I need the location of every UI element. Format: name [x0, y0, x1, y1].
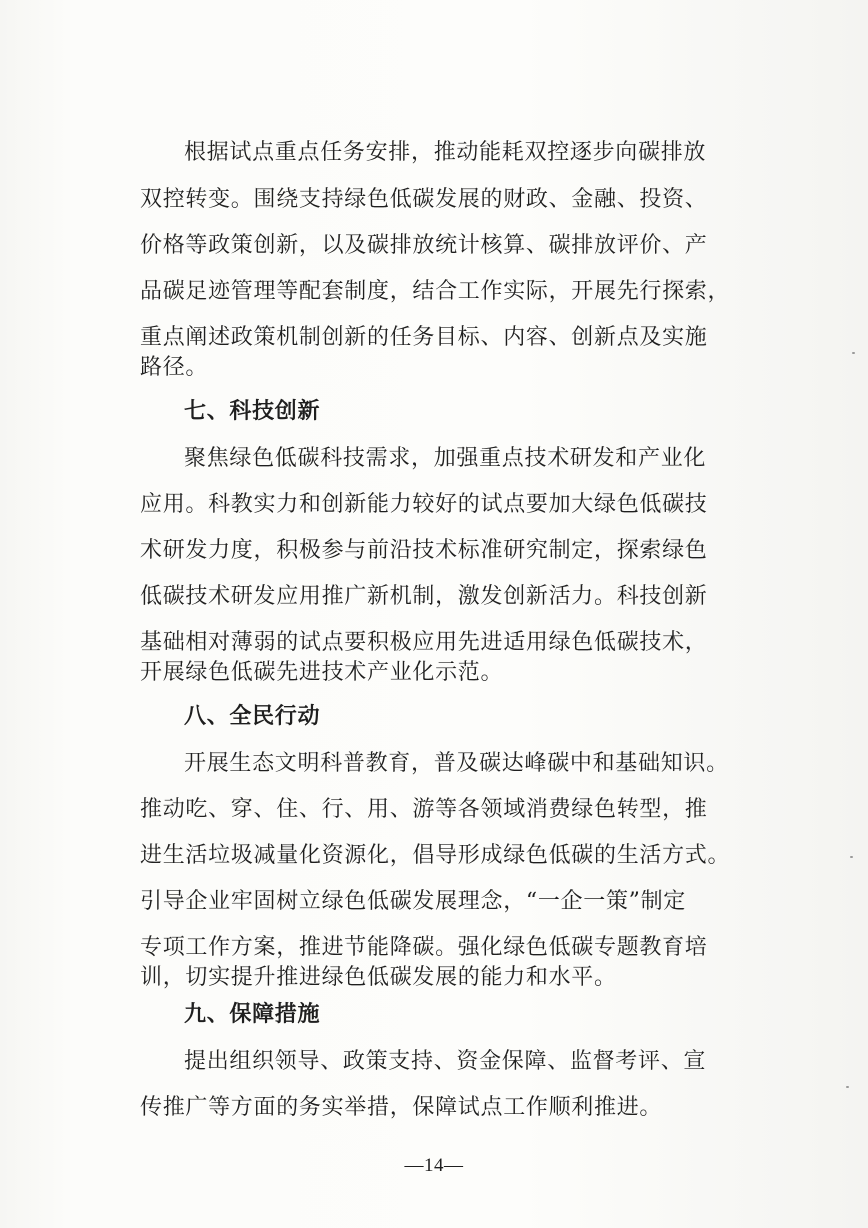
paragraph-line: 重点阐述政策机制创新的任务目标、内容、创新点及实施	[140, 325, 708, 350]
scan-speck	[852, 352, 855, 354]
paragraph-line: 专项工作方案，推进节能降碳。强化绿色低碳专题教育培	[140, 935, 708, 960]
paragraph-line: 传推广等方面的务实举措，保障试点工作顺利推进。	[140, 1095, 663, 1120]
paragraph-line: 推动吃、穿、住、行、用、游等各领域消费绿色转型，推	[140, 797, 708, 822]
section-heading-8: 八、全民行动	[184, 704, 321, 729]
paragraph-line: 术研发力度，积极参与前沿技术标准研究制定，探索绿色	[140, 538, 708, 563]
paragraph-line: 开展绿色低碳先进技术产业化示范。	[140, 660, 504, 685]
paragraph-line: 提出组织领导、政策支持、资金保障、监督考评、宣	[184, 1049, 707, 1074]
paragraph-line: 低碳技术研发应用推广新机制，激发创新活力。科技创新	[140, 584, 708, 609]
scan-speck	[846, 1086, 849, 1088]
paragraph-line: 开展生态文明科普教育，普及碳达峰碳中和基础知识。	[184, 751, 729, 776]
paragraph-line: 品碳足迹管理等配套制度，结合工作实际，开展先行探索，	[140, 279, 731, 304]
paragraph-line: 引导企业牢固树立绿色低碳发展理念，“一企一策”制定	[140, 889, 686, 914]
paragraph-line: 应用。科教实力和创新能力较好的试点要加大绿色低碳技	[140, 492, 708, 517]
paragraph-line: 价格等政策创新，以及碳排放统计核算、碳排放评价、产	[140, 233, 708, 258]
paragraph-line: 聚焦绿色低碳科技需求，加强重点技术研发和产业化	[184, 446, 707, 471]
scan-speck	[850, 856, 853, 858]
section-heading-9: 九、保障措施	[184, 1002, 321, 1027]
paragraph-line: 根据试点重点任务安排，推动能耗双控逐步向碳排放	[184, 140, 707, 165]
paragraph-line: 基础相对薄弱的试点要积极应用先进适用绿色低碳技术，	[140, 630, 708, 655]
paragraph-line: 双控转变。围绕支持绿色低碳发展的财政、金融、投资、	[140, 187, 708, 212]
page-number: —14—	[404, 1155, 464, 1176]
paragraph-line: 路径。	[140, 355, 209, 380]
paragraph-line: 进生活垃圾减量化资源化，倡导形成绿色低碳的生活方式。	[140, 843, 731, 868]
paragraph-line: 训，切实提升推进绿色低碳发展的能力和水平。	[140, 965, 617, 990]
section-heading-7: 七、科技创新	[184, 399, 321, 424]
